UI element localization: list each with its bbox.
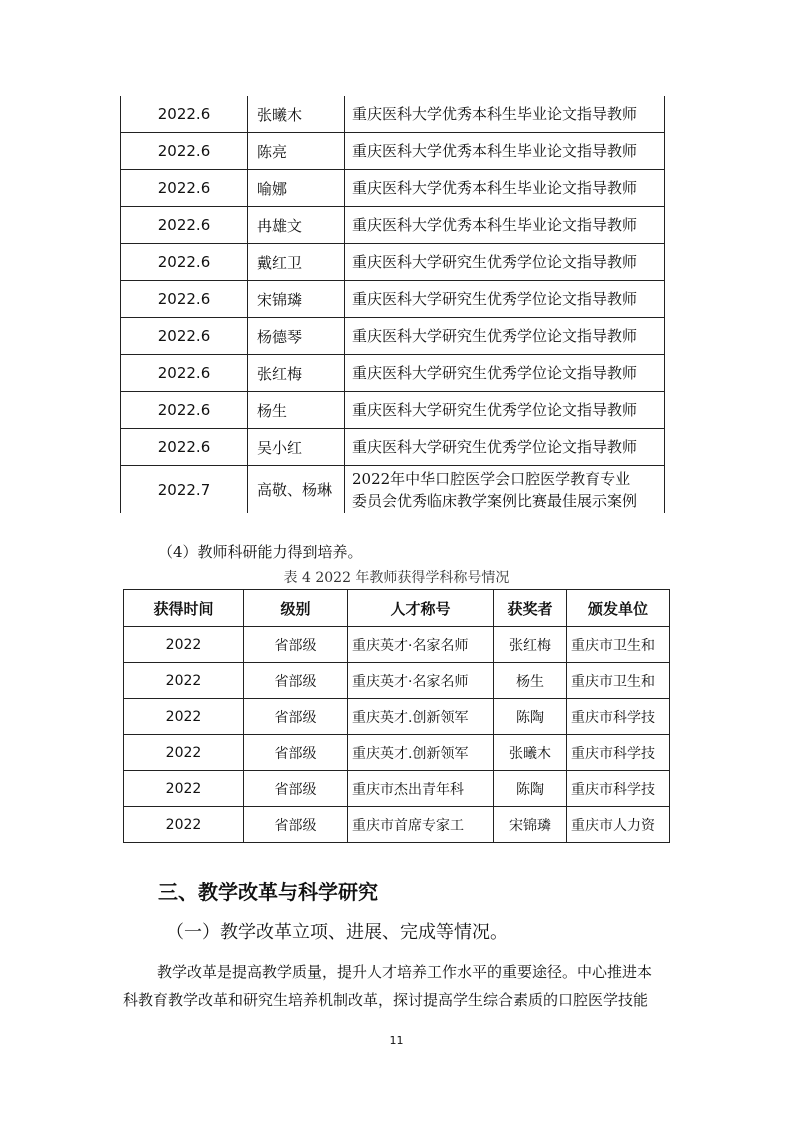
column-header-title: 人才称号 (348, 590, 494, 627)
year-cell: 2022 (124, 627, 244, 663)
discipline-titles-table (123, 589, 670, 843)
table-row (121, 466, 665, 514)
section-4-heading: （4）教师科研能力得到培养。 (158, 543, 363, 561)
teacher-name: 吴小红 (248, 429, 345, 466)
table-row (124, 735, 670, 771)
award-title: 重庆医科大学优秀本科生毕业论文指导教师 (345, 207, 665, 244)
teacher-name: 喻娜 (248, 170, 345, 207)
award-date: 2022.6 (121, 355, 248, 392)
year-cell: 2022 (124, 771, 244, 807)
table-row (121, 281, 665, 318)
teacher-name: 宋锦璘 (248, 281, 345, 318)
talent-title-cell: 重庆市杰出青年科 (348, 771, 494, 807)
award-title: 重庆医科大学研究生优秀学位论文指导教师 (345, 429, 665, 466)
award-title: 重庆医科大学研究生优秀学位论文指导教师 (345, 244, 665, 281)
issuer-cell: 重庆市科学技 (567, 699, 670, 735)
table-row (121, 170, 665, 207)
table-row (124, 663, 670, 699)
table-row (124, 771, 670, 807)
teacher-name: 张红梅 (248, 355, 345, 392)
table-4-caption: 表 4 2022 年教师获得学科称号情况 (283, 570, 510, 586)
teacher-name: 高敬、杨琳 (248, 466, 345, 514)
issuer-cell: 重庆市人力资 (567, 807, 670, 843)
table-row (121, 244, 665, 281)
award-date: 2022.6 (121, 281, 248, 318)
table-row (121, 392, 665, 429)
table-row (121, 207, 665, 244)
award-date: 2022.6 (121, 96, 248, 133)
section-3-title: 三、教学改革与科学研究 (158, 880, 378, 904)
award-title: 重庆医科大学研究生优秀学位论文指导教师 (345, 392, 665, 429)
talent-title-cell: 重庆英才·名家名师 (348, 663, 494, 699)
award-date: 2022.6 (121, 207, 248, 244)
teacher-name: 陈亮 (248, 133, 345, 170)
column-header-level: 级别 (244, 590, 348, 627)
issuer-cell: 重庆市卫生和 (567, 627, 670, 663)
column-header-winner: 获奖者 (494, 590, 567, 627)
table-row (121, 355, 665, 392)
table-row (121, 96, 665, 133)
award-title-line: 2022年中华口腔医学会口腔医学教育专业 (352, 469, 631, 488)
table-row (121, 133, 665, 170)
award-date: 2022.6 (121, 170, 248, 207)
winner-cell: 张曦木 (494, 735, 567, 771)
award-title: 重庆医科大学研究生优秀学位论文指导教师 (345, 318, 665, 355)
level-cell: 省部级 (244, 627, 348, 663)
issuer-cell: 重庆市科学技 (567, 735, 670, 771)
year-cell: 2022 (124, 735, 244, 771)
column-header-issuer: 颁发单位 (567, 590, 670, 627)
award-date: 2022.6 (121, 318, 248, 355)
award-title: 重庆医科大学研究生优秀学位论文指导教师 (345, 281, 665, 318)
level-cell: 省部级 (244, 699, 348, 735)
level-cell: 省部级 (244, 771, 348, 807)
talent-title-cell: 重庆英才·名家名师 (348, 627, 494, 663)
table-row (121, 429, 665, 466)
issuer-cell: 重庆市卫生和 (567, 663, 670, 699)
year-cell: 2022 (124, 699, 244, 735)
award-title: 重庆医科大学优秀本科生毕业论文指导教师 (345, 96, 665, 133)
body-paragraph-line: 教学改革是提高教学质量，提升人才培养工作水平的重要途径。中心推进本 (157, 963, 653, 981)
talent-title-cell: 重庆英才.创新领军 (348, 735, 494, 771)
award-title (345, 466, 665, 514)
teacher-awards-table-continued (120, 96, 665, 513)
winner-cell: 陈陶 (494, 699, 567, 735)
award-title-line: 委员会优秀临床教学案例比赛最佳展示案例 (352, 491, 638, 510)
talent-title-cell: 重庆市首席专家工 (348, 807, 494, 843)
award-date: 2022.6 (121, 133, 248, 170)
table-row (124, 627, 670, 663)
teacher-name: 冉雄文 (248, 207, 345, 244)
teacher-name: 戴红卫 (248, 244, 345, 281)
award-date: 2022.6 (121, 392, 248, 429)
winner-cell: 张红梅 (494, 627, 567, 663)
winner-cell: 陈陶 (494, 771, 567, 807)
teacher-name: 杨生 (248, 392, 345, 429)
level-cell: 省部级 (244, 663, 348, 699)
table-row (124, 807, 670, 843)
table-row (121, 318, 665, 355)
winner-cell: 宋锦璘 (494, 807, 567, 843)
award-title: 重庆医科大学研究生优秀学位论文指导教师 (345, 355, 665, 392)
award-title: 重庆医科大学优秀本科生毕业论文指导教师 (345, 170, 665, 207)
talent-title-cell: 重庆英才.创新领军 (348, 699, 494, 735)
level-cell: 省部级 (244, 735, 348, 771)
teacher-name: 张曦木 (248, 96, 345, 133)
award-date: 2022.6 (121, 244, 248, 281)
issuer-cell: 重庆市科学技 (567, 771, 670, 807)
award-title: 重庆医科大学优秀本科生毕业论文指导教师 (345, 133, 665, 170)
award-date: 2022.7 (121, 466, 248, 514)
level-cell: 省部级 (244, 807, 348, 843)
page-number: 11 (389, 1034, 404, 1047)
year-cell: 2022 (124, 807, 244, 843)
body-paragraph-line: 科教育教学改革和研究生培养机制改革，探讨提高学生综合素质的口腔医学技能 (123, 991, 649, 1009)
teacher-name: 杨德琴 (248, 318, 345, 355)
award-date: 2022.6 (121, 429, 248, 466)
year-cell: 2022 (124, 663, 244, 699)
column-header-date: 获得时间 (124, 590, 244, 627)
table-header-row (124, 590, 670, 627)
subsection-1-title: （一）教学改革立项、进展、完成等情况。 (166, 922, 508, 943)
winner-cell: 杨生 (494, 663, 567, 699)
table-row (124, 699, 670, 735)
